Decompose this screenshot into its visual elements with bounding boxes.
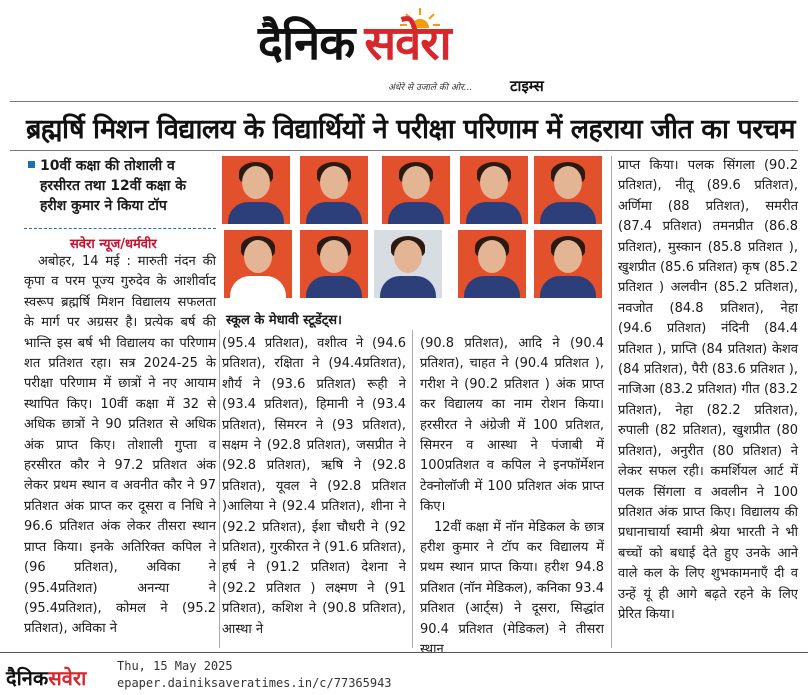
student-photo-icon xyxy=(300,230,368,298)
byline: सवेरा न्यूज/धर्मवीर xyxy=(70,237,157,252)
student-photo-icon xyxy=(458,230,526,298)
byline-rule xyxy=(24,228,216,229)
brand-part2: सवेरा xyxy=(364,16,451,71)
student-photo-grid xyxy=(222,156,602,306)
footer-meta xyxy=(117,658,392,692)
brand-part1: दैनिक xyxy=(258,16,355,71)
tagline: अंधेरे से उजाले की ओर... xyxy=(388,83,473,93)
student-photo-icon xyxy=(534,156,602,224)
student-photo-icon xyxy=(460,156,528,224)
student-photo-icon xyxy=(224,230,292,298)
brand-times: टाइम्स xyxy=(510,77,544,95)
masthead-rule xyxy=(10,101,798,102)
article-kicker: 10वीं कक्षा की तोशाली व हरसीरत तथा 12वीं कक्षा के हरीश कुमार ने किया टॉप xyxy=(40,158,187,214)
footer-logo xyxy=(6,664,86,691)
column-divider xyxy=(219,330,220,648)
headline-rule xyxy=(10,150,798,151)
article-column-4 xyxy=(618,156,798,625)
article-column-2 xyxy=(222,334,406,640)
student-photo-icon xyxy=(374,230,442,298)
student-photo-icon xyxy=(534,230,602,298)
student-photo-icon xyxy=(382,156,450,224)
article-column-3 xyxy=(420,334,604,661)
photo-caption: स्कूल के मेधावी स्टूडेंट्स। xyxy=(226,313,342,328)
student-photo-icon xyxy=(222,156,290,224)
student-photo-icon xyxy=(300,156,368,224)
column-4-text: प्राप्त किया। पलक सिंगला (90.2 प्रतिशत), नीतू (89.6 प्रतिशत), अर्णिमा (88 प्रतिशत), समरीत (87.4 प्रतिशत) तमनप्रीत (86.8 प्रतिशत), मुस्कान (85.8 प्रतिशत ), खुशप्रीत (85.6 प्रतिशत) कृष (85.2 प्रतिशत ) अलवीन (85.2 प्रतिशत), नवजोत (84.8 प्रतिशत), नेहा (94.6 प्रतिशत) नंदिनी (84.4 प्रतिशत ), प्राप्ति (84 प्रतिशत) केशव (84 प्रतिशत), पैरी (83.6 प्रतिशत ), नाजिआ (83.2 प्रतिशत) गीत (83.2 प्रतिशत), नेहा (82.2 प्रतिशत), रुपाली (82 प्रतिशत), खुशप्रीत (80 प्रतिशत), अनुरीत (80 प्रतिशत) ने लेकर सफल रही। कमर्शियल आर्ट में पलक सिंगला व अवलीन ने 100 प्रतिशत अंक प्राप्त किए। विद्यालय की प्रधानाचार्या स्वामी श्रेया भारती ने भी बच्चों को बधाई देते हुए उनके आने वाले कल के लिए शुभकामनाएँ दी व उन्हें यूं ही आगे बढ़ते रहने के लिए प्रेरित किया। xyxy=(618,158,798,622)
column-3a-text: (90.8 प्रतिशत), आदि ने (90.4 प्रतिशत), चाहत ने (90.4 प्रतिशत ), गरीश ने (90.2 प्रतिशत ) अंक प्राप्त कर विद्यालय का नाम रोशन किया। हरसीरत ने अंग्रेजी में 100 प्रतिशत, सिमरन व आस्था ने पंजाबी में 100प्रतिशत व कपिल ने इनफॉर्मेशन टेक्नोलॉजी में 100 प्रतिशत अंक प्राप्त किए। xyxy=(420,336,604,515)
column-3b-text: 12वीं कक्षा में नॉन मेडिकल के छात्र हरीश कुमार ने टॉप कर विद्यालय में प्रथम स्थान प्राप्त किया। हरीश 94.8 प्रतिशत (नॉन मेडिकल), कनिका 93.4 प्रतिशत (आर्ट्स) ने दूसरा, सिद्धांत 90.4 प्रतिशत (मेडिकल) ने तीसरा स्थान xyxy=(420,519,604,658)
footer-date: Thu, 15 May 2025 xyxy=(117,659,233,673)
column-divider xyxy=(611,156,612,648)
article-headline: ब्रह्मर्षि मिशन विद्यालय के विद्यार्थियों ने परीक्षा परिणाम में लहराया जीत का परचम xyxy=(26,114,796,145)
masthead-logo xyxy=(258,16,451,71)
column-divider xyxy=(412,330,413,648)
column-1-text: अबोहर, 14 मई : मारुती नंदन की कृपा व परम पूज्य गुरुदेव के आशीर्वाद स्वरूप ब्रह्मर्षि मिशन विद्यालय सफलता के मार्ग पर अग्रसर है। प्रत्येक बर्ष की भान्ति इस बर्ष भी विद्यालय का परिणाम शत प्रतिशत रहा। सत्र 2024-25 के परीक्षा परिणाम में छात्रों ने नए आयाम स्थापित किए। 10वीं कक्षा में 32 से अधिक छात्रों ने 90 प्रतिशत से अधिक अंक प्राप्त किए। तोशाली गुप्ता व हरसीरत कौर ने 97.2 प्रतिशत अंक लेकर प्रथम स्थान व अवनीत कौर ने 97 प्रतिशत अंक प्राप्त कर दूसरा व निधि ने 96.6 प्रतिशत अंक लेकर तीसरा स्थान प्राप्त किया। इनके अतिरिक्त कपिल ने (96 प्रतिशत), अविका ने (95.4प्रतिशत) अनन्या ने (95.4प्रतिशत), कोमल ने (95.2 प्रतिशत), अविका ने xyxy=(24,254,216,637)
column-2-text: (95.4 प्रतिशत), वशीत्व ने (94.6 प्रतिशत), रक्षिता ने (94.4प्रतिशत), शौर्य ने (93.6 प्रतिशत) रूही ने (93.4 प्रतिशत), हिमानी ने (93.4 प्रतिशत), सिमरन ने (93 प्रतिशत), सक्षम ने (92.8 प्रतिशत), जसप्रीत ने (92.8 प्रतिशत), ऋषि ने (92.8 प्रतिशत), यूवल ने (92.8 प्रतिशत )आलिया ने (92.4 प्रतिशत), शीना ने (92.2 प्रतिशत), ईशा चौधरी ने (92 प्रतिशत), गुरकीरत ने (91.6 प्रतिशत), हर्ष ने (91.2 प्रतिशत) देशना ने (92.2 प्रतिशत ) लक्ष्मण ने (91 प्रतिशत), कशिश ने (90.8 प्रतिशत), आस्था ने xyxy=(222,336,406,637)
footer-logo-part1: दैनिक xyxy=(6,666,49,690)
article-column-1 xyxy=(24,252,216,640)
footer-logo-part2: सवेरा xyxy=(48,666,87,690)
masthead xyxy=(0,0,808,100)
footer-url[interactable]: epaper.dainiksaveratimes.in/c/77365943 xyxy=(117,676,392,690)
footer-rule xyxy=(0,652,808,653)
bullet-icon xyxy=(28,161,35,168)
